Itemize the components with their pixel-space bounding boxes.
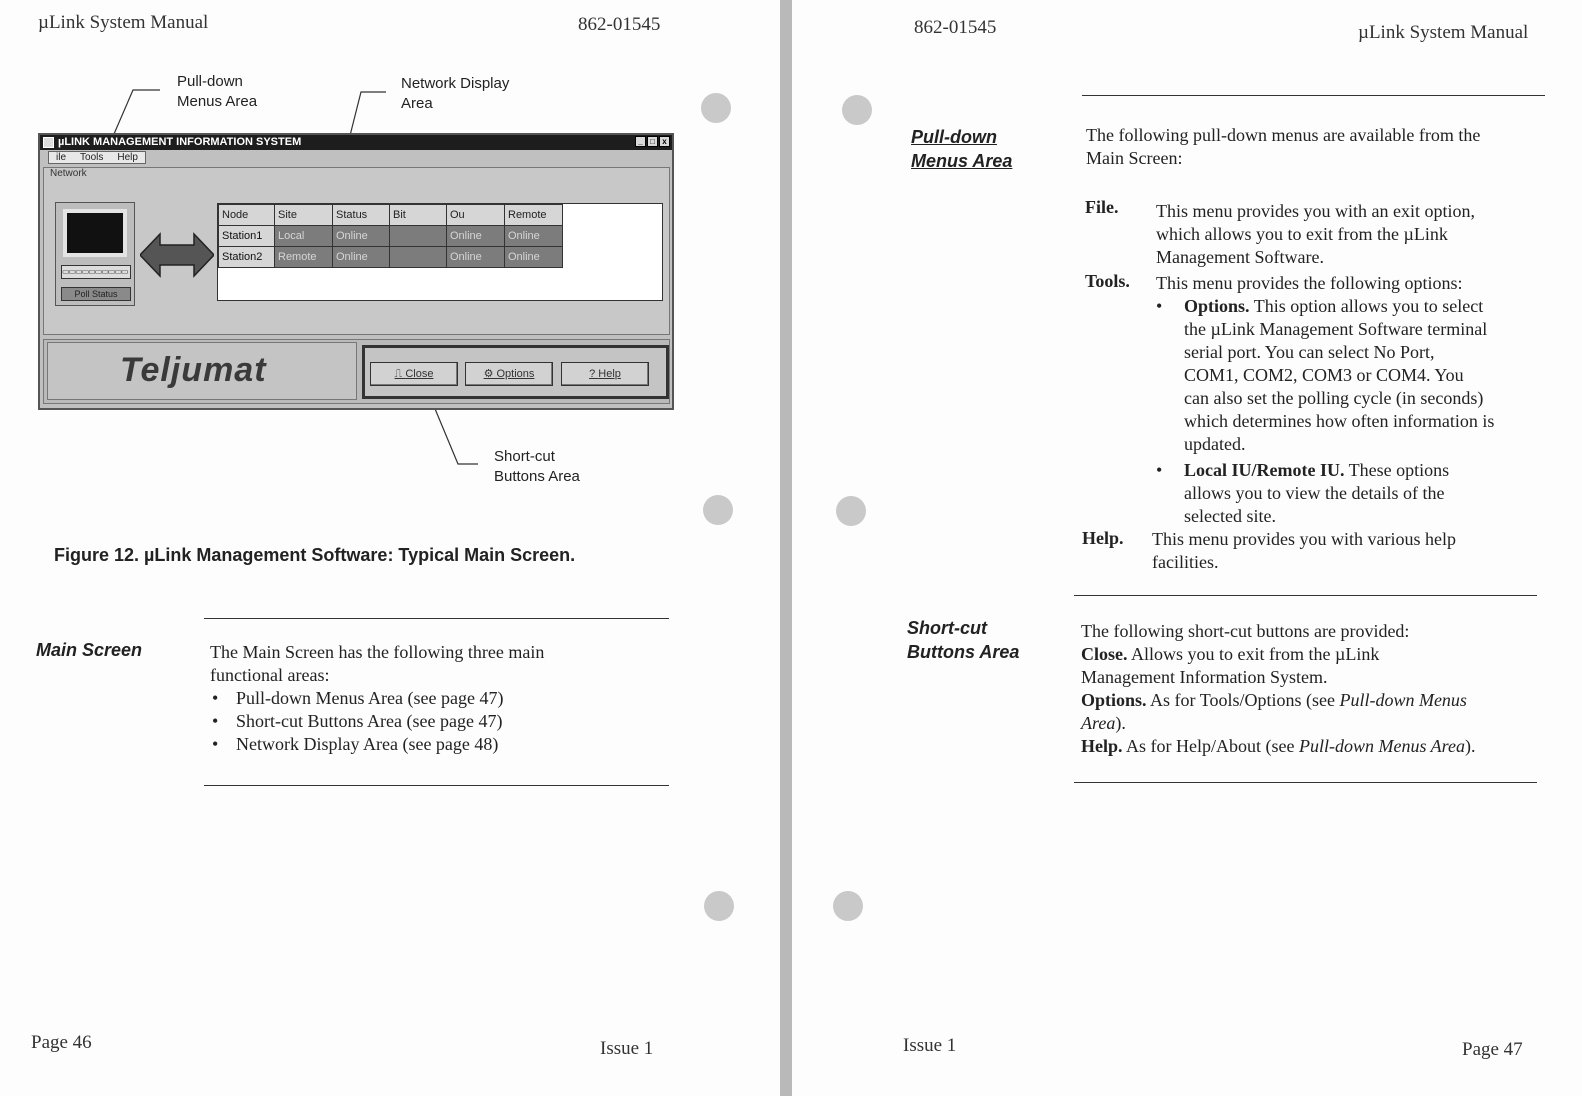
callout-pulldown-line1: Pull-down [177,73,243,90]
rule-bottom-shortcut [1074,782,1537,783]
cell: Online [447,226,505,247]
pulldown-heading [911,125,1012,173]
menu-tools: Tools [80,152,104,163]
footer-page-number: Page 46 [31,1032,92,1053]
list-item: • Network Display Area (see page 48) [210,733,650,756]
cell: Station2 [219,247,275,268]
callout-shortcut-line2: Buttons Area [494,468,580,485]
system-menu-icon [43,137,54,148]
app-menubar [48,151,146,164]
shortcut-heading [907,616,1019,664]
tools-local-term: Local IU/Remote IU. [1184,460,1345,480]
cell: Online [505,247,563,268]
main-screen-heading: Main Screen [36,640,143,660]
page-46 [0,0,780,1096]
double-arrow-icon [140,232,214,278]
app-title-bar [40,135,672,150]
col-site: Site [275,205,333,226]
list-item: • Pull-down Menus Area (see page 47) [210,687,650,710]
cell [390,247,447,268]
options-ref2: Area [1081,713,1116,733]
footer-issue: Issue 1 [600,1038,654,1059]
help-term: Help. [1082,528,1124,548]
help2-ref: Pull-down Menus Area [1299,736,1465,756]
close-icon: x [659,136,670,147]
list-item: • Short-cut Buttons Area (see page 47) [210,710,650,733]
window-controls [635,136,670,147]
callout-shortcut-line1: Short-cut [494,448,555,465]
menu-file: ile [56,152,67,163]
question-icon: ? [589,368,599,380]
shortcut-heading-line2: Buttons Area [907,642,1020,662]
punch-hole [842,95,872,125]
main-screen-body [210,641,650,756]
col-status: Status [333,205,390,226]
app-options-label: Options [496,368,535,380]
cell: Remote [275,247,333,268]
cell [390,226,447,247]
options-term: Options. [1081,690,1147,710]
cell: Online [447,247,505,268]
monitor-screen [63,209,127,257]
tools-local-line: allows you to view the details of the [1184,483,1445,503]
file-def-line2: which allows you to exit from the µLink [1156,224,1448,244]
book-gutter [780,0,792,1096]
bullet-icon: • [1156,296,1163,316]
tools-term: Tools. [1085,271,1130,291]
file-term: File. [1085,197,1119,217]
cell: Online [333,226,390,247]
rule-top-shortcut [1074,595,1537,596]
cell: Station1 [219,226,275,247]
menu-help: Help [117,152,138,163]
help2-text: As for Help/About (see [1126,736,1295,756]
col-bit: Bit [390,205,447,226]
bullet-icon: • [1156,460,1163,480]
computer-icon [55,202,135,306]
shortcut-buttons-panel [43,339,670,404]
pulldown-intro-line2: Main Screen: [1086,148,1183,168]
close-line: Allows you to exit from the µLink [1131,644,1380,664]
shortcut-intro: The following short-cut buttons are provided: [1081,621,1410,641]
tools-options-text [1184,295,1546,456]
shortcut-button-frame [362,345,669,399]
app-close-label: Close [405,368,434,380]
tools-options-line: updated. [1184,434,1246,454]
header-doc-number: 862-01545 [914,17,997,38]
file-def-line1: This menu provides you with an exit option, [1156,201,1475,221]
tools-options-line: serial port. You can select No Port, [1184,342,1435,362]
footer-issue: Issue 1 [903,1035,957,1056]
main-screen-intro-1: The Main Screen has the following three main [210,642,545,662]
rule-top-pulldown [1082,95,1545,96]
figure-caption: Figure 12. µLink Management Software: Typical Main Screen. [54,545,576,565]
app-close-button [370,362,458,386]
punch-hole [833,891,863,921]
pulldown-intro [1086,124,1546,170]
help-def-line2: facilities. [1152,552,1219,572]
pulldown-intro-line1: The following pull-down menus are available from the [1086,125,1481,145]
rule-top-main-screen [204,618,669,619]
table-header-row [219,205,563,226]
tools-options-line: which determines how often information is [1184,411,1495,431]
pulldown-heading-line1: Pull-down [911,127,997,147]
tools-local-line: These options [1348,460,1450,480]
tools-options-term: Options. [1184,296,1250,316]
minimize-icon: _ [635,136,646,147]
table-row [219,226,563,247]
punch-hole [704,891,734,921]
header-title: µLink System Manual [38,12,209,33]
tools-options-line: can also set the polling cycle (in seconds) [1184,388,1484,408]
door-icon: ⎍ [394,368,406,380]
app-help-label: Help [598,368,621,380]
callout-pulldown-line2: Menus Area [177,93,258,110]
tools-local-line: selected site. [1184,506,1276,526]
col-ou: Ou [447,205,505,226]
tools-local-text [1184,459,1546,528]
options-ref: Pull-down Menus [1339,690,1467,710]
header-doc-number: 862-01545 [578,14,661,35]
options-tail: ). [1115,713,1126,733]
cell: Online [333,247,390,268]
logo-box [47,342,357,400]
tools-definition: This menu provides the following options: [1156,273,1463,293]
network-display-area [43,167,670,335]
table-row [219,247,563,268]
teljumat-logo: Teljumat [120,351,267,389]
cell: Online [505,226,563,247]
close-line: Management Information System. [1081,667,1328,687]
options-icon: ⚙ [483,368,497,380]
cell: Local [275,226,333,247]
page-47 [792,0,1582,1096]
punch-hole [701,93,731,123]
app-options-button [465,362,553,386]
close-term: Close. [1081,644,1128,664]
maximize-icon: □ [647,136,658,147]
header-title: µLink System Manual [1358,22,1529,43]
rule-bottom-main-screen [204,785,669,786]
file-definition [1156,200,1546,269]
footer-page-number: Page 47 [1462,1039,1523,1060]
punch-hole [836,496,866,526]
help2-term: Help. [1081,736,1123,756]
main-screen-list [210,687,650,756]
poll-status: Poll Status [61,287,131,301]
callout-network-line1: Network Display [401,75,510,92]
network-label: Network [50,168,87,179]
network-table [217,203,663,301]
app-screenshot [38,133,674,410]
main-screen-intro-2: functional areas: [210,665,330,685]
callout-network-line2: Area [401,95,433,112]
tools-options-line: the µLink Management Software terminal [1184,319,1488,339]
file-def-line3: Management Software. [1156,247,1324,267]
col-remote: Remote [505,205,563,226]
help2-tail: ). [1464,736,1476,756]
help-def-line1: This menu provides you with various help [1152,529,1456,549]
keyboard: ▭▭▭▭▭▭▭▭▭▭ [61,265,131,279]
punch-hole [703,495,733,525]
app-help-button [561,362,649,386]
col-node: Node [219,205,275,226]
shortcut-body [1081,620,1541,758]
options-text: As for Tools/Options (see [1150,690,1335,710]
shortcut-heading-line1: Short-cut [907,618,987,638]
tools-options-line: COM1, COM2, COM3 or COM4. You [1184,365,1464,385]
tools-options-line: This option allows you to select [1253,296,1484,316]
pulldown-heading-line2: Menus Area [911,151,1013,171]
app-title: µLINK MANAGEMENT INFORMATION SYSTEM [58,136,302,148]
help-definition [1152,528,1547,574]
